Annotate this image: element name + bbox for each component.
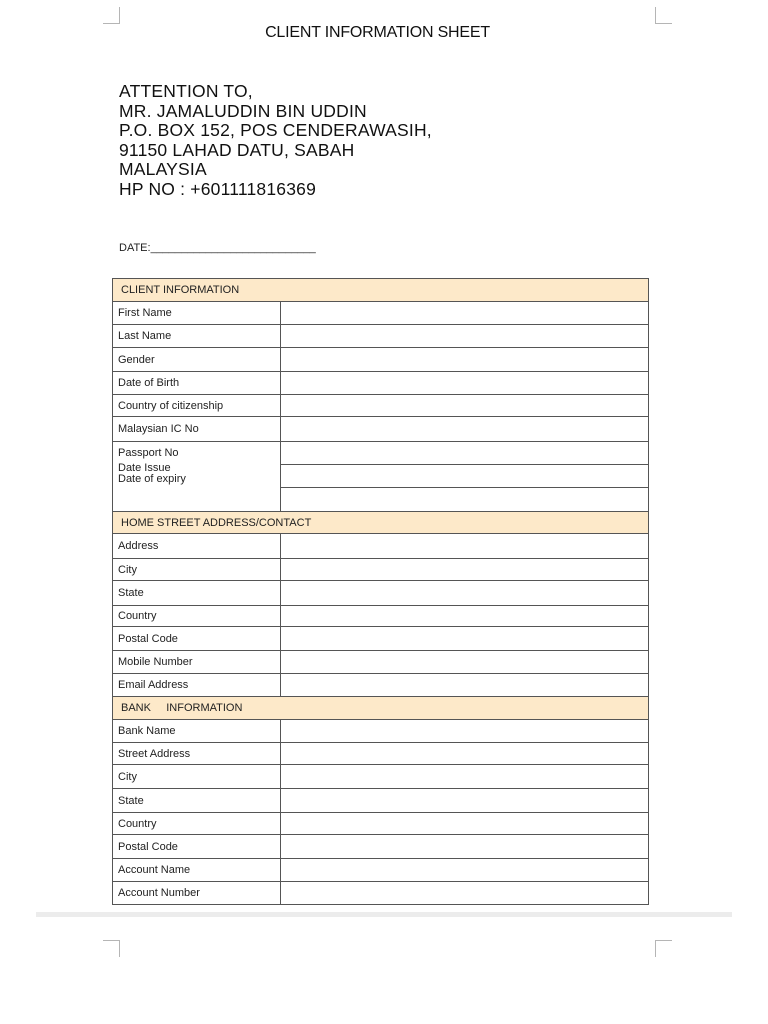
address-line: P.O. BOX 152, POS CENDERAWASIH, (119, 120, 432, 141)
form-row (113, 348, 649, 372)
field-label: Country (113, 813, 281, 835)
passport-input-group (281, 442, 649, 512)
account-number-input[interactable] (281, 882, 649, 905)
field-label: Account Name (113, 859, 281, 882)
form-row (113, 417, 649, 442)
passport-label-group (113, 442, 281, 512)
bank-country-input[interactable] (281, 813, 649, 835)
bank-postal-code-input[interactable] (281, 835, 649, 859)
field-label: Passport No (118, 447, 179, 459)
city-input[interactable] (281, 559, 649, 581)
form-row (113, 534, 649, 559)
address-line: 91150 LAHAD DATU, SABAH (119, 139, 355, 160)
date-issue-input[interactable] (281, 464, 648, 487)
field-label: Last Name (113, 325, 281, 348)
field-label: Country of citizenship (113, 395, 281, 417)
field-label: Bank Name (113, 720, 281, 743)
bank-city-input[interactable] (281, 765, 649, 789)
date-expiry-input[interactable] (281, 487, 648, 511)
form-row (113, 627, 649, 651)
field-label: Postal Code (113, 835, 281, 859)
citizenship-input[interactable] (281, 395, 649, 417)
field-label: City (113, 765, 281, 789)
form-row (113, 674, 649, 697)
section-header-client (113, 279, 649, 302)
ic-number-input[interactable] (281, 417, 649, 442)
passport-number-input[interactable] (281, 442, 648, 464)
recipient-address-block (119, 82, 432, 200)
field-label: First Name (113, 302, 281, 325)
form-row (113, 789, 649, 813)
page-corner-marker (655, 940, 672, 957)
form-row (113, 651, 649, 674)
field-label: Postal Code (113, 627, 281, 651)
state-input[interactable] (281, 581, 649, 606)
form-row (113, 606, 649, 627)
address-line: MALAYSIA (119, 159, 207, 180)
field-label: Email Address (113, 674, 281, 697)
address-line: HP NO : +601111816369 (119, 178, 317, 199)
postal-code-input[interactable] (281, 627, 649, 651)
field-label: Date of Birth (113, 372, 281, 395)
last-name-input[interactable] (281, 325, 649, 348)
page-corner-marker (655, 7, 672, 24)
bank-street-input[interactable] (281, 743, 649, 765)
section-header-label: CLIENT INFORMATION (113, 279, 649, 302)
section-header-bank (113, 697, 649, 720)
field-label: Street Address (113, 743, 281, 765)
form-row (113, 859, 649, 882)
bank-name-input[interactable] (281, 720, 649, 743)
field-label: Address (113, 534, 281, 559)
form-row (113, 882, 649, 905)
bank-state-input[interactable] (281, 789, 649, 813)
page-separator (36, 912, 732, 917)
address-input[interactable] (281, 534, 649, 559)
page-corner-marker (103, 940, 120, 957)
address-line: MR. JAMALUDDIN BIN UDDIN (119, 100, 367, 121)
field-label: Mobile Number (113, 651, 281, 674)
field-label: Gender (113, 348, 281, 372)
form-row (113, 302, 649, 325)
form-row (113, 720, 649, 743)
date-field[interactable]: DATE:___________________________ (119, 242, 316, 254)
field-label: State (113, 581, 281, 606)
form-row (113, 835, 649, 859)
field-label: City (113, 559, 281, 581)
section-header-label: HOME STREET ADDRESS/CONTACT (113, 512, 649, 534)
email-input[interactable] (281, 674, 649, 697)
section-header-home (113, 512, 649, 534)
gender-input[interactable] (281, 348, 649, 372)
form-row (113, 395, 649, 417)
account-name-input[interactable] (281, 859, 649, 882)
field-label: Date Issue (118, 461, 171, 474)
form-row (113, 559, 649, 581)
section-header-label: BANK INFORMATION (113, 697, 649, 720)
form-row (113, 372, 649, 395)
form-row (113, 743, 649, 765)
document-title: CLIENT INFORMATION SHEET (265, 24, 490, 41)
page-corner-marker (103, 7, 120, 24)
form-row (113, 813, 649, 835)
field-label: State (113, 789, 281, 813)
form-row (113, 325, 649, 348)
form-row (113, 581, 649, 606)
mobile-number-input[interactable] (281, 651, 649, 674)
field-label: Malaysian IC No (113, 417, 281, 442)
client-information-form (112, 278, 649, 905)
field-label: Country (113, 606, 281, 627)
first-name-input[interactable] (281, 302, 649, 325)
country-input[interactable] (281, 606, 649, 627)
date-of-birth-input[interactable] (281, 372, 649, 395)
address-line: ATTENTION TO, (119, 81, 253, 101)
form-row (113, 765, 649, 789)
field-label: Date of expiry (118, 473, 186, 485)
field-label: Account Number (113, 882, 281, 905)
form-row-passport (113, 442, 649, 512)
